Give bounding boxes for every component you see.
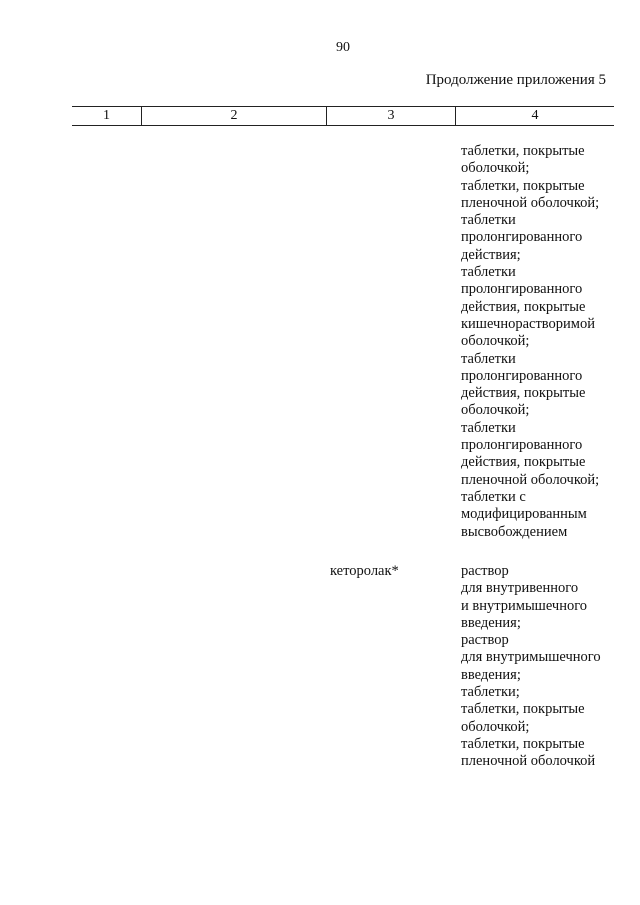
column-header-3: 3 (387, 108, 395, 123)
dosage-forms-cell: раствор для внутривенного и внутримышечного введения; раствор для внутримышечного введения; таблетки; таблетки, покрытые оболочкой; таблетки, покрытые пленочной оболочкой (461, 563, 601, 770)
page-number: 90 (336, 40, 350, 55)
drug-name-cell: кеторолак* (330, 563, 399, 579)
column-header-4: 4 (531, 108, 539, 123)
dosage-forms-cell: таблетки, покрытые оболочкой; таблетки, покрытые пленочной оболочкой; таблетки пролонгированного действия; таблетки пролонгированного действия, покрытые кишечнорастворимой оболочкой; таблетки пролонгированного действия, покрытые оболочкой; таблетки пролонгированного действия, покрытые пленочной оболочкой; таблетки с модифицированным высвобождением (461, 143, 600, 540)
table-header-row (72, 106, 614, 126)
column-header-2: 2 (230, 108, 238, 123)
continuation-label: Продолжение приложения 5 (425, 72, 606, 88)
column-header-1: 1 (103, 108, 110, 123)
